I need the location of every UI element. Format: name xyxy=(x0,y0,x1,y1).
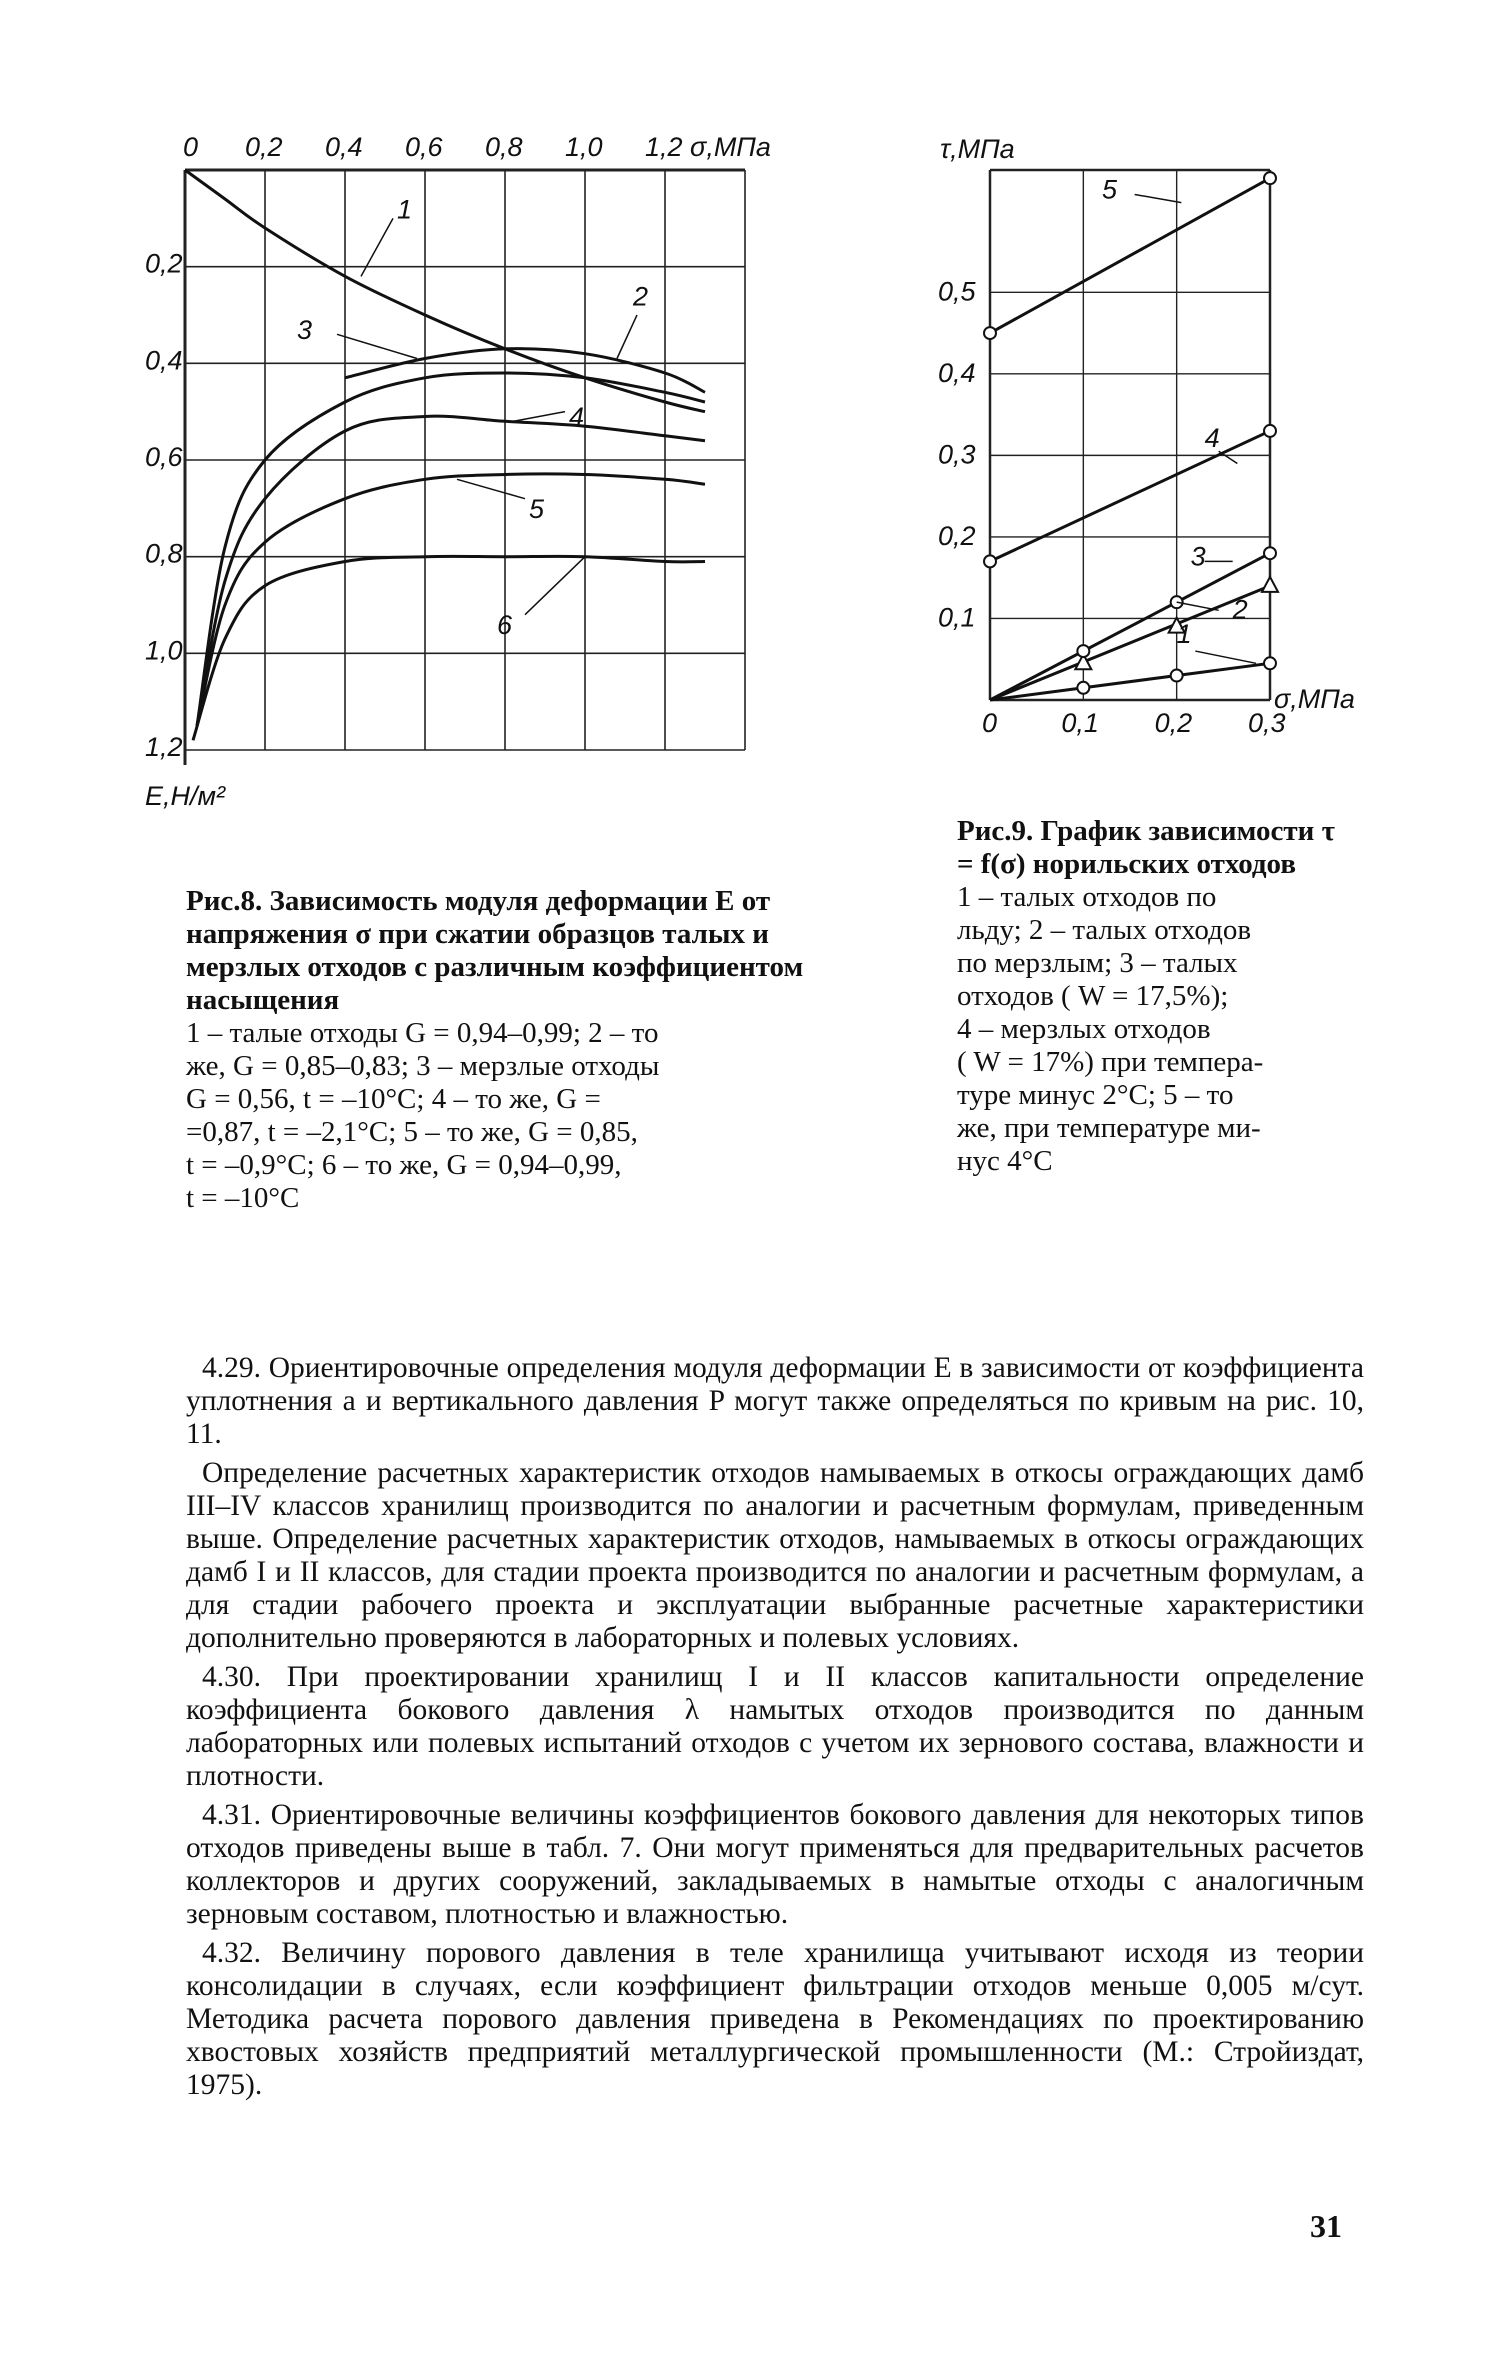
figure-9-caption-legend xyxy=(957,881,1357,1178)
left-axis-tick-label: 0,5 xyxy=(938,276,976,307)
bottom-axis-tick-label: 0 xyxy=(982,708,998,738)
top-axis-tick-label: 0 xyxy=(183,132,199,162)
figure-9-legend-line-8: же, при температуре ми- xyxy=(957,1112,1261,1144)
line-label-3: 3 xyxy=(1190,541,1206,572)
curve-label-1: 1 xyxy=(397,194,413,225)
page-number: 31 xyxy=(1310,2208,1342,2244)
body-text xyxy=(186,1352,1364,2108)
curve-5 xyxy=(197,474,705,726)
left-axis-tick-label: 0,8 xyxy=(145,538,183,569)
data-point-circle xyxy=(984,327,996,339)
figure-9-legend-line-4: отходов ( W = 17,5%); xyxy=(957,980,1229,1012)
left-axis-tick-label: 0,4 xyxy=(145,345,183,376)
left-axis-tick-label: 0,4 xyxy=(938,357,976,388)
figure-8-legend-line-1: 1 – талые отходы G = 0,94–0,99; 2 – то xyxy=(186,1017,659,1049)
figure-9-caption xyxy=(957,815,1357,1178)
bottom-axis-tick-label: 0,2 xyxy=(1154,708,1193,738)
left-axis-tick-label: 0,2 xyxy=(145,248,183,279)
figure-9-legend-line-3: по мерзлым; 3 – талых xyxy=(957,947,1238,979)
figure-8-legend-line-3: G = 0,56, t = –10°C; 4 – то же, G = xyxy=(186,1083,601,1115)
line-leader xyxy=(1135,194,1182,202)
curve-6 xyxy=(193,556,705,740)
figure-9-legend-line-7: туре минус 2°C; 5 – то xyxy=(957,1079,1234,1111)
figure-9-legend-line-1: 1 – талых отходов по xyxy=(957,881,1217,913)
bottom-axis-tick-label: 0,1 xyxy=(1061,708,1099,738)
y-axis-label: Е,Н/м² xyxy=(145,781,226,811)
curve-leader-line xyxy=(525,557,585,615)
top-axis-tick-label: 0,6 xyxy=(405,132,443,162)
line-leader xyxy=(1195,651,1256,663)
top-axis-tick-label: 0,2 xyxy=(245,132,283,162)
figure-8-caption xyxy=(186,885,846,1215)
x-axis-label: σ,МПа xyxy=(1274,684,1355,714)
figure-8-legend-line-6: t = –10°C xyxy=(186,1182,300,1214)
top-axis-tick-label: 1,2 σ,МПа xyxy=(645,132,771,162)
y-axis-label: τ,МПа xyxy=(940,134,1015,164)
figure-9-legend-line-9: нус 4°C xyxy=(957,1145,1053,1177)
left-axis-tick-label: 0,3 xyxy=(938,439,976,470)
figure-8-svg xyxy=(140,120,800,820)
data-point-circle xyxy=(1077,645,1089,657)
line-label-1: 1 xyxy=(1176,618,1192,649)
curve-label-3: 3 xyxy=(297,315,313,346)
left-axis-tick-label: 0,2 xyxy=(938,520,976,551)
top-axis-tick-label: 0,4 xyxy=(325,132,363,162)
curve-leader-line xyxy=(513,412,565,422)
line-leader xyxy=(1219,451,1238,463)
curve-label-2: 2 xyxy=(633,281,649,312)
bottom-axis-tick-label: 0,3 xyxy=(1248,708,1286,738)
figure-9-legend-line-2: льду; 2 – талых отходов xyxy=(957,914,1252,946)
figure-9-svg xyxy=(910,120,1370,760)
line-4 xyxy=(990,431,1270,561)
paragraph-design-characteristics: Определение расчетных характеристик отходов намываемых в откосы ограждающих дамб III–IV классов хранилищ производится по аналогии и расчетным формулам, приведенным выше. Определение расчетных характеристик отходов, намываемых в откосы ограждающих дамб I и II классов, для стадии проекта производится по аналогии и расчетным формулам, а для стадии рабочего проекта и эксплуатации выбранные расчетные характеристики дополнительно проверяются в лабораторных и полевых условиях. xyxy=(186,1457,1364,1654)
figure-8-chart xyxy=(140,120,800,820)
curve-leader-line xyxy=(337,334,417,358)
top-axis-tick-label: 1,0 xyxy=(565,132,603,162)
curve-label-4: 4 xyxy=(569,402,585,433)
data-point-circle xyxy=(1171,670,1183,682)
line-leader xyxy=(1177,602,1219,610)
figure-9-chart xyxy=(910,120,1370,760)
curve-leader-line xyxy=(457,479,525,498)
figure-8-legend-line-5: t = –0,9°C; 6 – то же, G = 0,94–0,99, xyxy=(186,1149,622,1181)
left-axis-tick-label: 0,6 xyxy=(145,442,183,472)
figure-9-legend-line-5: 4 – мерзлых отходов xyxy=(957,1013,1211,1045)
curve-3 xyxy=(197,373,705,726)
left-axis-tick-label: 1,2 xyxy=(145,732,183,762)
data-point-circle xyxy=(1077,682,1089,694)
data-point-circle xyxy=(1264,547,1276,559)
curve-label-6: 6 xyxy=(497,610,513,640)
top-axis-tick-label: 0,8 xyxy=(485,132,523,162)
figure-8-caption-title: Рис.8. Зависимость модуля деформации Е от напряжения σ при сжатии образцов талых и мерзлых отходов с различным коэффициентом насыщения xyxy=(186,885,804,1016)
data-point-circle xyxy=(1171,596,1183,608)
left-axis-tick-label: 0,1 xyxy=(938,602,976,633)
paragraph-4-29: 4.29. Ориентировочные определения модуля деформации Е в зависимости от коэффициента уплотнения a и вертикального давления P могут также определяться по кривым на рис. 10, 11. xyxy=(186,1352,1364,1450)
line-label-2: 2 xyxy=(1232,594,1248,625)
figure-8-caption-legend xyxy=(186,1017,846,1215)
figure-9-caption-title: Рис.9. График зависимости τ = f(σ) норильских отходов xyxy=(957,815,1335,880)
curve-leader-line xyxy=(361,218,393,276)
data-point-circle xyxy=(1264,172,1276,184)
line-3 xyxy=(990,553,1270,700)
curve-leader-line xyxy=(617,315,637,359)
figure-8-legend-line-4: =0,87, t = –2,1°C; 5 – то же, G = 0,85, xyxy=(186,1116,638,1148)
data-point-circle xyxy=(1264,425,1276,437)
paragraph-4-30: 4.30. При проектировании хранилищ I и II классов капитальности определение коэффициента бокового давления λ намытых отходов производится по данным лабораторных или полевых испытаний отходов с учетом их зернового состава, влажности и плотности. xyxy=(186,1661,1364,1792)
data-point-triangle xyxy=(1262,577,1278,592)
line-label-5: 5 xyxy=(1102,174,1118,205)
paragraph-4-31: 4.31. Ориентировочные величины коэффициентов бокового давления для некоторых типов отходов приведены выше в табл. 7. Они могут применяться для предварительных расчетов коллекторов и других сооружений, закладываемых в намытые отходы с аналогичным зерновым составом, плотностью и влажностью. xyxy=(186,1799,1364,1930)
data-point-circle xyxy=(984,555,996,567)
paragraph-4-32: 4.32. Величину порового давления в теле хранилища учитывают исходя из теории консолидации в случаях, если коэффициент фильтрации отходов меньше 0,005 м/сут. Методика расчета порового давления приведена в Рекомендациях по проектированию хвостовых хозяйств предприятий металлургической промышленности (М.: Стройиздат, 1975). xyxy=(186,1937,1364,2101)
line-5 xyxy=(990,178,1270,333)
curve-label-5: 5 xyxy=(529,494,545,524)
data-point-circle xyxy=(1264,657,1276,669)
curve-4 xyxy=(197,416,705,726)
figure-8-legend-line-2: же, G = 0,85–0,83; 3 – мерзлые отходы xyxy=(186,1050,660,1082)
line-label-4: 4 xyxy=(1204,423,1220,454)
left-axis-tick-label: 1,0 xyxy=(145,635,183,666)
figure-9-legend-line-6: ( W = 17%) при темпера- xyxy=(957,1046,1264,1078)
